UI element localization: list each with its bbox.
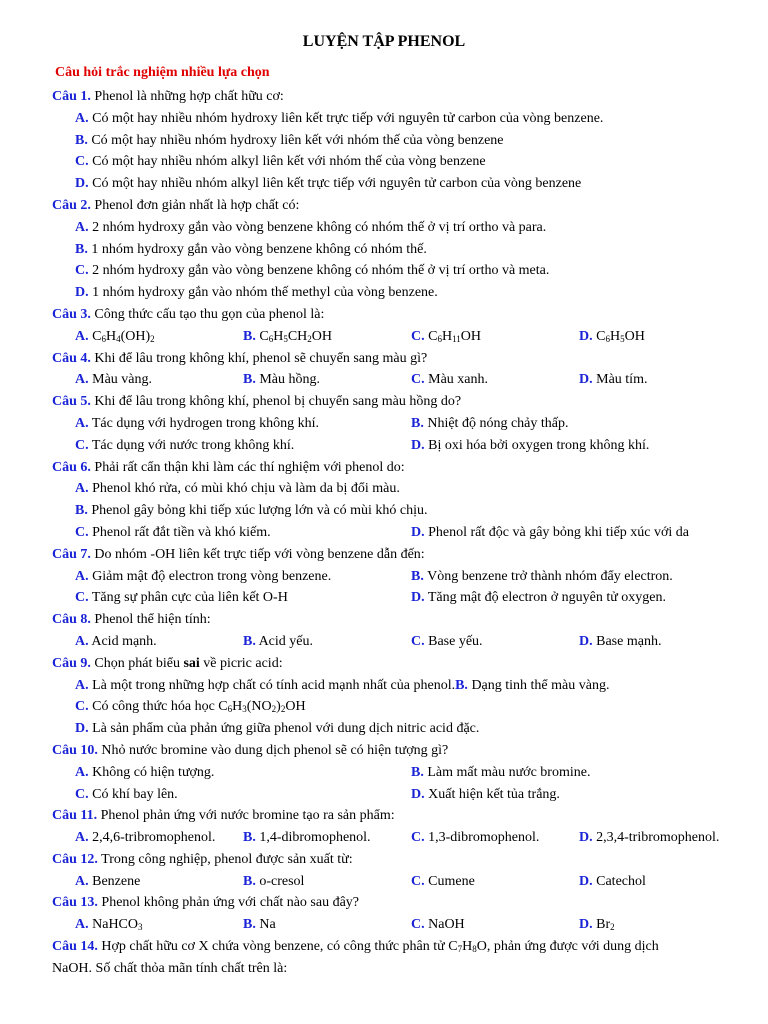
option-row <box>52 914 752 936</box>
option-text: Catechol <box>592 873 646 889</box>
option-row <box>52 478 752 500</box>
option-text: Base yếu. <box>424 633 483 649</box>
option-text: $C_6H_5CH_2OH$ <box>255 328 332 344</box>
option-text: o-cresol <box>255 873 305 889</box>
answer-option <box>75 263 549 278</box>
option-row <box>52 217 752 239</box>
option-text: Là một trong những hợp chất có tính acid mạnh nhất của phenol. <box>88 677 456 693</box>
option-letter: D. <box>75 721 89 737</box>
option-letter: D. <box>579 372 593 388</box>
option-letter: D. <box>411 590 425 606</box>
option-letter: A. <box>75 219 89 235</box>
option-letter: D. <box>411 437 425 453</box>
option-letter: C. <box>75 699 89 715</box>
answer-option <box>75 871 140 893</box>
answer-option <box>75 699 306 714</box>
option-text: $C_6H_{11}OH$ <box>424 328 481 344</box>
option-row <box>52 675 752 697</box>
question-text-continued: NaOH. Số chất thỏa mãn tính chất trên là: <box>52 960 288 976</box>
question-text: Phenol không phản ứng với chất nào sau đây? <box>97 895 360 911</box>
answer-option <box>75 678 455 693</box>
question-stem <box>52 391 752 413</box>
answer-option <box>75 111 603 126</box>
option-row <box>52 500 752 522</box>
option-text: Benzene <box>88 873 141 889</box>
answer-option <box>75 133 504 148</box>
option-letter: D. <box>75 285 89 301</box>
option-letter: C. <box>411 873 425 889</box>
question-number: Câu 4. <box>52 350 91 366</box>
answer-option <box>243 827 371 849</box>
option-text: 2,3,4-tribromophenol. <box>592 830 720 846</box>
option-text: Làm mất màu nước bromine. <box>423 764 591 780</box>
answer-option <box>243 631 313 653</box>
question-stem <box>52 304 752 326</box>
answer-option <box>411 369 488 391</box>
option-row <box>52 696 752 718</box>
answer-option <box>411 631 483 653</box>
question-text: Trong công nghiệp, phenol được sản xuất từ: <box>97 851 353 867</box>
option-letter: A. <box>75 372 89 388</box>
answer-option <box>455 678 609 693</box>
option-letter: D. <box>411 524 425 540</box>
option-text: Tác dụng với hydrogen trong không khí. <box>88 415 319 431</box>
question-text: Do nhóm -OH liên kết trực tiếp với vòng benzene dẫn đến: <box>90 546 425 562</box>
answer-option <box>75 285 438 300</box>
option-text: Phenol gây bỏng khi tiếp xúc lượng lớn và có mùi khó chịu. <box>87 503 428 519</box>
option-row <box>52 239 752 261</box>
option-letter: B. <box>411 568 424 584</box>
question-stem <box>52 740 752 762</box>
answer-option <box>75 827 215 849</box>
option-letter: D. <box>579 917 593 933</box>
question-text: Phải rất cẩn thận khi làm các thí nghiệm với phenol do: <box>90 459 405 475</box>
answer-option <box>75 631 157 653</box>
option-letter: C. <box>75 263 89 279</box>
option-row <box>52 631 752 653</box>
answer-option <box>75 721 479 736</box>
question-text: Chọn phát biểu sai về picric acid: <box>90 655 283 671</box>
option-letter: A. <box>75 328 89 344</box>
option-text: Tác dụng với nước trong không khí. <box>88 437 295 453</box>
option-letter: A. <box>75 917 89 933</box>
option-letter: B. <box>75 241 88 257</box>
option-text: Xuất hiện kết tủa trắng. <box>424 786 560 802</box>
question-text: Phenol đơn giản nhất là hợp chất có: <box>90 197 300 213</box>
question-text: Phenol thể hiện tính: <box>90 612 211 628</box>
answer-option <box>75 914 143 936</box>
answer-option <box>411 326 481 348</box>
question-number: Câu 9. <box>52 655 91 671</box>
question-stem <box>52 653 752 675</box>
question-text: Công thức cấu tạo thu gọn của phenol là: <box>90 306 325 322</box>
option-text: Nhiệt độ nóng chảy thấp. <box>423 415 569 431</box>
answer-option <box>243 871 304 893</box>
option-row <box>52 108 752 130</box>
question-stem <box>52 86 752 108</box>
option-text: 1 nhóm hydroxy gắn vào vòng benzene không có nhóm thế. <box>87 241 427 257</box>
option-row <box>52 718 752 740</box>
answer-option <box>411 413 568 435</box>
answer-option <box>579 914 615 936</box>
option-row <box>52 282 752 304</box>
question-number: Câu 2. <box>52 197 91 213</box>
option-text: Cumene <box>424 873 475 889</box>
option-letter: D. <box>411 786 425 802</box>
question-stem <box>52 936 752 958</box>
option-letter: A. <box>75 415 89 431</box>
option-letter: B. <box>75 503 88 519</box>
answer-option <box>243 326 332 348</box>
option-letter: A. <box>75 873 89 889</box>
question-number: Câu 12. <box>52 851 98 867</box>
option-letter: C. <box>411 830 425 846</box>
question-stem <box>52 609 752 631</box>
option-text: Giảm mật độ electron trong vòng benzene. <box>88 568 332 584</box>
question-number: Câu 14. <box>52 939 98 955</box>
answer-option <box>75 503 428 518</box>
answer-option <box>243 369 320 391</box>
answer-option <box>75 522 271 544</box>
answer-option <box>75 762 214 784</box>
option-text: Có một hay nhiều nhóm alkyl liên kết với nhóm thế của vòng benzene <box>88 154 486 170</box>
answer-option <box>579 631 661 653</box>
option-text: Không có hiện tượng. <box>88 764 215 780</box>
option-text: $Br_2$ <box>592 917 615 933</box>
option-text: Màu tím. <box>592 372 648 388</box>
answer-option <box>411 762 590 784</box>
question-number: Câu 6. <box>52 459 91 475</box>
option-row <box>52 130 752 152</box>
option-letter: B. <box>243 328 256 344</box>
option-text: Tăng sự phân cực của liên kết O-H <box>88 590 288 606</box>
option-text: 1,4-dibromophenol. <box>255 830 371 846</box>
answer-option <box>75 242 427 257</box>
option-letter: B. <box>243 830 256 846</box>
option-text: Phenol rất đắt tiền và khó kiếm. <box>88 524 271 540</box>
answer-option <box>75 326 155 348</box>
option-row <box>52 522 752 544</box>
option-letter: A. <box>75 568 89 584</box>
option-text: Na <box>255 917 276 933</box>
answer-option <box>579 827 719 849</box>
question-number: Câu 8. <box>52 612 91 628</box>
option-letter: C. <box>411 633 425 649</box>
option-text: Base mạnh. <box>592 633 662 649</box>
option-letter: C. <box>75 786 89 802</box>
option-row <box>52 827 752 849</box>
question-stem <box>52 457 752 479</box>
option-row <box>52 587 752 609</box>
answer-option <box>75 587 288 609</box>
option-letter: D. <box>579 328 593 344</box>
answer-option <box>411 587 666 609</box>
option-letter: B. <box>243 372 256 388</box>
option-text: Dạng tinh thể màu vàng. <box>467 677 610 693</box>
question-stem <box>52 805 752 827</box>
answer-option <box>579 369 647 391</box>
option-text: Là sản phẩm của phản ứng giữa phenol với dung dịch nitric acid đặc. <box>88 721 480 737</box>
question-stem <box>52 544 752 566</box>
option-text: NaOH <box>424 917 465 933</box>
question-stem <box>52 348 752 370</box>
question-text: Hợp chất hữu cơ X chứa vòng benzene, có công thức phân tử $C_7H_8O$, phản ứng được với dung dịch <box>97 939 659 955</box>
option-row <box>52 369 752 391</box>
option-text: Có công thức hóa học $C_6H_3(NO_2)_2OH$ <box>88 699 306 715</box>
question-text: Khi để lâu trong không khí, phenol bị chuyển sang màu hồng do? <box>90 394 462 410</box>
question-number: Câu 1. <box>52 89 91 104</box>
answer-option <box>75 435 294 457</box>
option-text: Có một hay nhiều nhóm hydroxy liên kết trực tiếp với nguyên tử carbon của vòng benzene. <box>88 110 604 126</box>
option-text: 1,3-dibromophenol. <box>424 830 540 846</box>
option-letter: C. <box>75 590 89 606</box>
option-text: $C_6H_5OH$ <box>592 328 645 344</box>
option-letter: B. <box>243 917 256 933</box>
answer-option <box>75 176 581 191</box>
option-text: Vòng benzene trở thành nhóm đẩy electron. <box>423 568 673 584</box>
option-letter: C. <box>411 917 425 933</box>
option-text: Màu xanh. <box>424 372 489 388</box>
option-text: Màu vàng. <box>88 372 153 388</box>
option-letter: C. <box>75 437 89 453</box>
option-letter: A. <box>75 830 89 846</box>
option-letter: A. <box>75 633 89 649</box>
option-letter: D. <box>579 633 593 649</box>
option-text: Màu hồng. <box>255 372 321 388</box>
option-letter: D. <box>75 176 89 192</box>
option-letter: C. <box>75 154 89 170</box>
option-text: Có khí bay lên. <box>88 786 178 802</box>
answer-option <box>579 871 646 893</box>
option-letter: D. <box>579 830 593 846</box>
option-text: Phenol khó rửa, có mùi khó chịu và làm da bị đổi màu. <box>88 481 400 497</box>
option-row <box>52 173 752 195</box>
answer-option <box>411 914 465 936</box>
question-stem <box>52 892 752 914</box>
option-text: Phenol rất độc và gây bỏng khi tiếp xúc với da <box>424 524 690 540</box>
option-text: Tăng mật độ electron ở nguyên tử oxygen. <box>424 590 667 606</box>
option-letter: B. <box>455 677 468 693</box>
option-row <box>52 260 752 282</box>
question-number: Câu 13. <box>52 895 98 911</box>
question-list <box>52 86 752 980</box>
question-stem <box>52 195 752 217</box>
answer-option <box>411 435 649 457</box>
answer-option <box>75 481 400 496</box>
option-letter: B. <box>243 873 256 889</box>
option-text: Bị oxi hóa bởi oxygen trong không khí. <box>424 437 650 453</box>
option-row <box>52 762 752 784</box>
question-number: Câu 5. <box>52 394 91 410</box>
option-letter: C. <box>411 372 425 388</box>
question-number: Câu 11. <box>52 808 98 824</box>
option-text: 1 nhóm hydroxy gắn vào nhóm thế methyl của vòng benzene. <box>88 285 438 301</box>
option-text: 2 nhóm hydroxy gắn vào vòng benzene không có nhóm thế ở vị trí ortho và meta. <box>88 263 550 279</box>
answer-option <box>75 154 486 169</box>
option-row <box>52 784 752 806</box>
option-text: Có một hay nhiều nhóm alkyl liên kết trực tiếp với nguyên tử carbon của vòng benzene <box>88 176 582 192</box>
option-letter: B. <box>411 764 424 780</box>
option-letter: B. <box>243 633 256 649</box>
option-letter: A. <box>75 110 89 126</box>
option-text: 2,4,6-tribromophenol. <box>88 830 216 846</box>
option-row <box>52 151 752 173</box>
question-number: Câu 10. <box>52 742 98 758</box>
answer-option <box>75 784 178 806</box>
answer-option <box>243 914 276 936</box>
answer-option <box>411 522 689 544</box>
answer-option <box>75 220 546 235</box>
option-row <box>52 566 752 588</box>
option-letter: B. <box>75 132 88 148</box>
option-row <box>52 326 752 348</box>
option-text: 2 nhóm hydroxy gắn vào vòng benzene không có nhóm thế ở vị trí ortho và para. <box>88 219 547 235</box>
answer-option <box>411 827 539 849</box>
answer-option <box>75 566 331 588</box>
answer-option <box>75 413 319 435</box>
question-text: Khi để lâu trong không khí, phenol sẽ chuyển sang màu gì? <box>90 350 428 366</box>
option-text: Acid mạnh. <box>88 633 157 649</box>
option-text: Có một hay nhiều nhóm hydroxy liên kết với nhóm thế của vòng benzene <box>87 132 504 148</box>
answer-option <box>75 369 152 391</box>
option-letter: C. <box>411 328 425 344</box>
section-title: Câu hỏi trắc nghiệm nhiều lựa chọn <box>55 65 270 80</box>
option-letter: C. <box>75 524 89 540</box>
answer-option <box>411 566 673 588</box>
option-letter: A. <box>75 677 89 693</box>
option-letter: A. <box>75 481 89 497</box>
question-number: Câu 7. <box>52 546 91 562</box>
option-text: NaHCO$_3$ <box>88 917 143 933</box>
question-text: Phenol phản ứng với nước bromine tạo ra sản phẩm: <box>97 808 395 824</box>
option-letter: A. <box>75 764 89 780</box>
option-letter: B. <box>411 415 424 431</box>
answer-option <box>579 326 645 348</box>
question-stem <box>52 849 752 871</box>
option-row <box>52 435 752 457</box>
option-text: $C_6H_4(OH)_2$ <box>88 328 155 344</box>
answer-option <box>411 871 475 893</box>
question-text: Phenol là những hợp chất hữu cơ: <box>90 89 284 104</box>
option-row <box>52 871 752 893</box>
question-number: Câu 3. <box>52 306 91 322</box>
option-text: Acid yếu. <box>255 633 313 649</box>
answer-option <box>411 784 560 806</box>
page-title: LUYỆN TẬP PHENOL <box>302 33 466 50</box>
option-row <box>52 413 752 435</box>
option-letter: D. <box>579 873 593 889</box>
question-text: Nhỏ nước bromine vào dung dịch phenol sẽ có hiện tượng gì? <box>97 742 449 758</box>
